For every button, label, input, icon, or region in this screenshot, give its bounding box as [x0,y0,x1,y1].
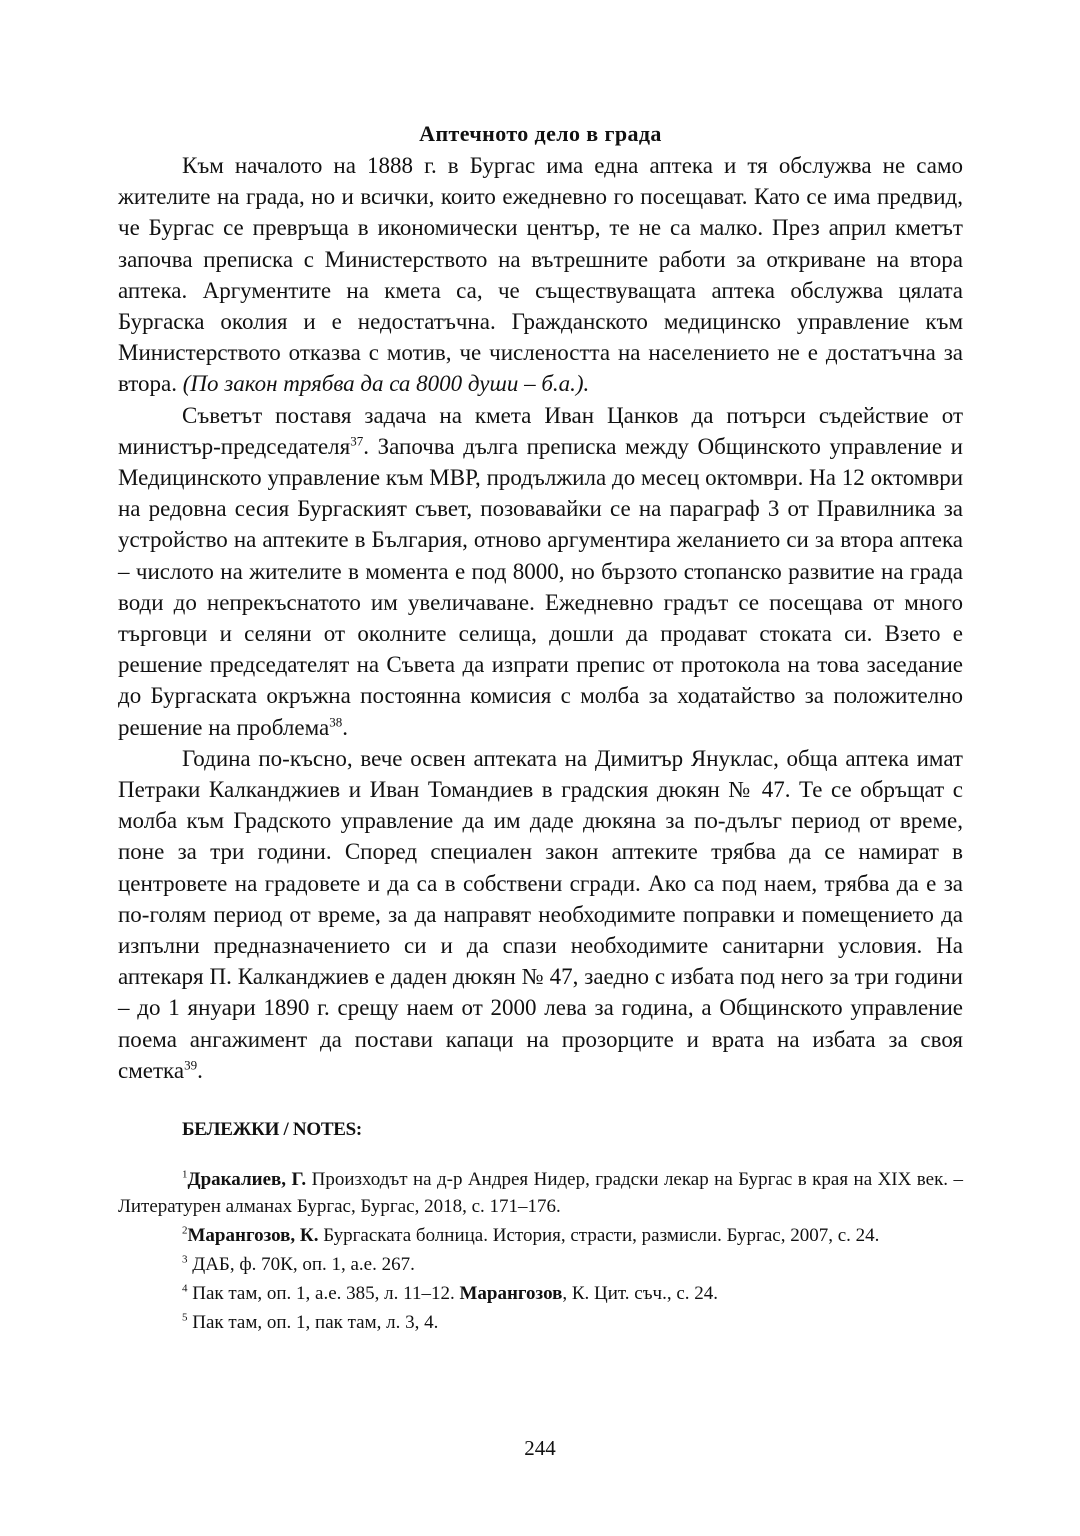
note-number: 2 [182,1224,188,1237]
paragraph-1-text: Към началото на 1888 г. в Бургас има една аптека и тя обслужва не само жителите на града, но и всички, които ежедневно го посещават. Като се има предвид, че Бургас се превръща в икономически център, те не са малко. През април кметът започва преписка с Министерството на вътрешните работи за откриване на втора аптека. Аргументите на кмета са, че съществуващата аптека обслужва цялата Бургаска околия и е недостатъчна. Гражданското медицинско управление към Министерството отказва с мотив, че числеността на населението не е достатъчна за втора. [118,153,963,397]
paragraph-3-end: . [197,1057,203,1083]
page-content [118,118,963,1338]
note-1 [118,1166,963,1220]
paragraph-1 [118,150,963,400]
note-number: 3 [182,1253,188,1266]
note-text: ДАБ, ф. 70К, оп. 1, а.е. 267. [187,1254,415,1276]
paragraph-3 [118,743,963,1086]
note-2 [118,1222,963,1249]
paragraph-2-text-b: . Започва дълга преписка между Общинското управление и Медицинското управление към МВР, продължила до месец октомври. На 12 октомври на редовна сесия Бургаският съвет, позовавайки се на параграф 3 от Правилника за устройство на аптеките в България, отново аргументира желанието си за втора аптека – числото на жителите в момента е под 8000, но бързото стопанско развитие на града води до непрекъснатото им увеличаване. Ежедневно градът се посещава от много търговци и селяни от околните селища, дошли да продават стоката си. Взето е решение председателят на Съвета да изпрати препис от протокола на това заседание до Бургаската окръжна постоянна комисия с молба за ходатайство за положително решение на проблема [118,433,963,740]
note-3 [118,1251,963,1278]
note-number: 5 [182,1311,188,1324]
notes-list [118,1166,963,1336]
paragraph-2-text-a: Съветът поставя задача на кмета Иван Цанков да потърси съдействие от министър-председателя [118,402,963,459]
paragraph-1-italic-note: (По закон трябва да са 8000 души – б.а.). [182,371,590,397]
section-title: Аптечното дело в града [419,121,662,146]
note-author: Марангозов [459,1283,563,1305]
note-number: 4 [182,1282,188,1295]
paragraph-2-end: . [342,714,348,740]
note-4 [118,1280,963,1307]
note-text: , К. Цит. съч., с. 24. [562,1283,719,1305]
footnote-ref-39: 39 [184,1057,198,1073]
page-number: 244 [524,1436,556,1460]
note-author: Марангозов, К. [187,1225,319,1247]
footnote-ref-37: 37 [350,433,364,449]
note-text: Произходът на д-р Андрея Нидер, градски лекар на Бургас в края на XIX век. – Литературен алманах Бургас, Бургас, 2018, с. 171–176. [118,1169,963,1218]
note-number: 1 [182,1168,188,1181]
paragraph-3-text: Година по-късно, вече освен аптеката на Димитър Януклас, обща аптека имат Петраки Калканджиев и Иван Томандиев в градския дюкян № 47. Те се обръщат с молба към Градското управление да им даде дюкяна за по-дълъг период от време, поне за три години. Според специален закон аптеките трябва да се намират в центровете на градовете и да са в собствени сгради. Ако са под наем, трябва да е за по-голям период от време, за да направят необходимите поправки и помещението да изпълни предназначението си и да спази необходимите санитарни условия. На аптекаря П. Калканджиев е даден дюкян № 47, заедно с избата под него за три години – до 1 януари 1890 г. срещу наем от 2000 лева за година, а Общинското управление поема ангажимент да постави капаци на прозорците и врата на избата за своя сметка [118,745,963,1083]
paragraph-2 [118,400,963,743]
note-author: Дракалиев, Г. [187,1169,307,1191]
note-5 [118,1309,963,1336]
note-text: Пак там, оп. 1, а.е. 385, л. 11–12. [187,1283,460,1305]
notes-heading: БЕЛЕЖКИ / NOTES: [182,1119,362,1141]
note-text: Бургаската болница. История, страсти, размисли. Бургас, 2007, с. 24. [318,1225,880,1247]
note-text: Пак там, оп. 1, пак там, л. 3, 4. [187,1312,439,1334]
footnote-ref-38: 38 [329,714,343,729]
